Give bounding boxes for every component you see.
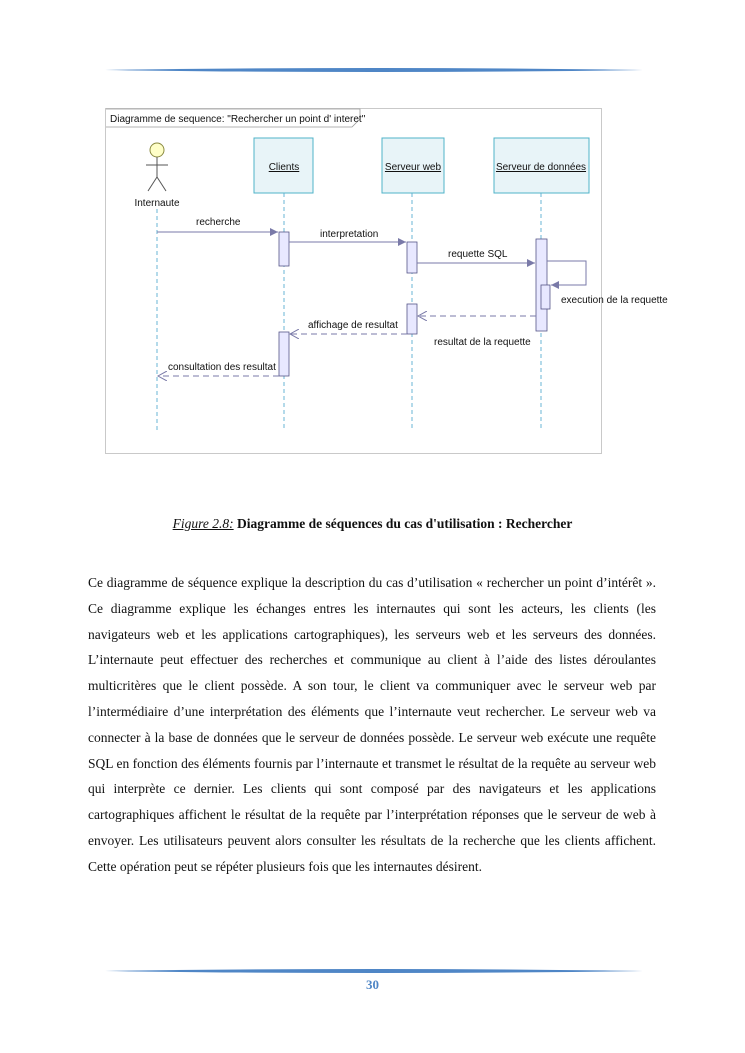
page-number: 30: [366, 977, 379, 992]
header-rule: [0, 65, 745, 75]
body-paragraph: Ce diagramme de séquence explique la description du cas d’utilisation « rechercher un point d’intérêt ». Ce diagramme explique les échanges entres les internautes qui sont les acteurs, les clients (les navigateurs web et les applications cartographiques), les serveurs web et les serveurs des données. L’internaute peut effectuer des recherches et communique au client à l’aide des listes déroulantes multicritères que le client possède. A son tour, le client va communiquer avec le serveur web par l’intermédiaire d’une interprétation des éléments que l’internaute veut rechercher. Le serveur web va connecter à la base de données que le serveur de données possède. Le serveur web exécute une requête SQL en fonction des éléments fournis par l’internaute et transmet le résultat de la requête au serveur web qui interprète ce dernier. Les clients qui sont composé par des navigateurs et les applications cartographiques affichent le résultat de la requête par l’interprétation réponses que le serveur de web à envoyer. Les utilisateurs peuvent alors consulter les résultats de la recherche que les clients affichent. Cette opération peut se répéter plusieurs fois que les internautes désirent.: [88, 575, 656, 874]
sequence-diagram: [105, 108, 668, 454]
message-execution-arrow: [547, 261, 586, 285]
message-execution: execution de la requette: [561, 295, 668, 306]
activation-web-1: [407, 242, 417, 273]
footer-rule: [0, 966, 745, 976]
message-affichage: affichage de resultat: [308, 320, 398, 331]
activation-web-2: [407, 304, 417, 334]
figure-caption-label: Figure 2.8:: [172, 516, 234, 531]
lifeline-label-serveur-donnees: Serveur de données: [495, 162, 587, 173]
figure-caption: [0, 516, 745, 532]
actor-icon: [146, 143, 168, 191]
message-interpretation: interpretation: [320, 229, 379, 240]
activation-donnees-self: [541, 285, 550, 309]
activation-clients-1: [279, 232, 289, 266]
message-consultation: consultation des resultat: [168, 362, 276, 373]
lifeline-label-clients: Clients: [268, 162, 300, 173]
message-recherche: recherche: [196, 217, 241, 228]
figure-caption-text: Diagramme de séquences du cas d'utilisation : Rechercher: [237, 516, 573, 531]
actor-label: Internaute: [134, 198, 180, 209]
lifeline-label-serveur-web: Serveur web: [384, 162, 442, 173]
activation-clients-2: [279, 332, 289, 376]
message-resultat: resultat de la requette: [434, 337, 531, 348]
frame-title: Diagramme de sequence: "Rechercher un point d' interet": [110, 114, 366, 125]
message-requete-sql: requette SQL: [448, 249, 508, 260]
